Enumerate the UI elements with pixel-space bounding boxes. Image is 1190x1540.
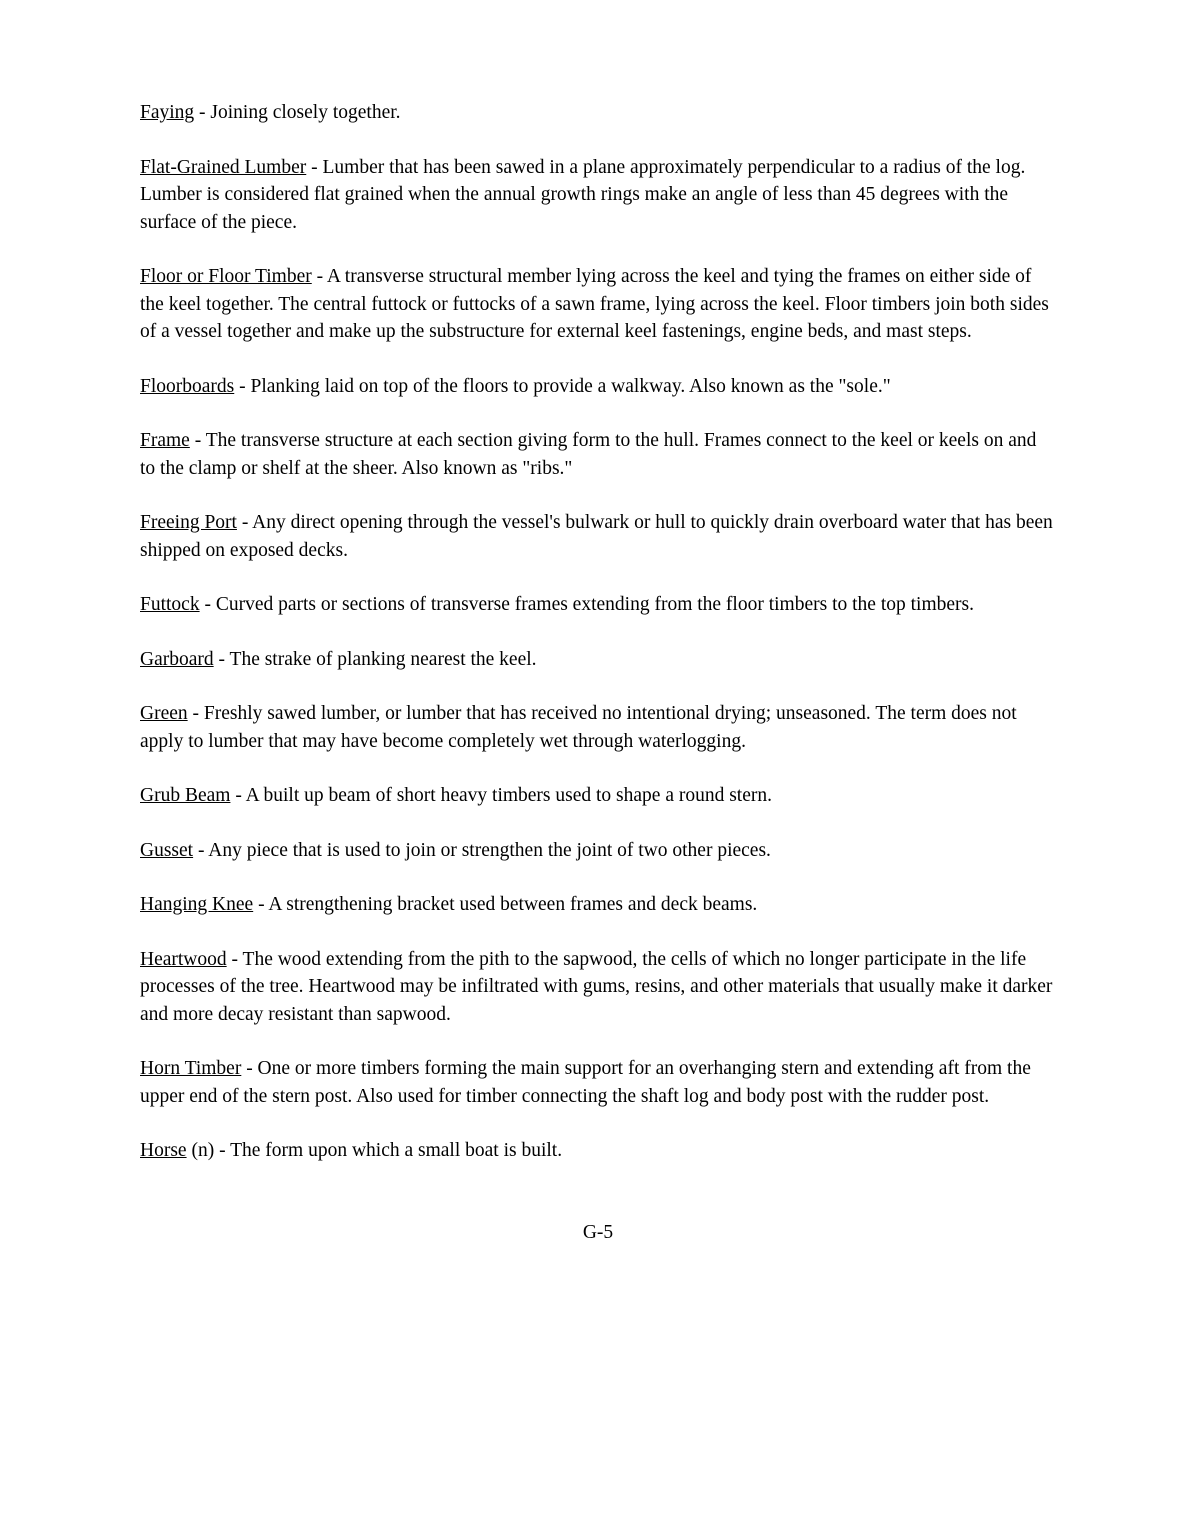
glossary-definition: - Lumber that has been sawed in a plane approximately perpendicular to a radius of the log. Lumber is considered flat grained when the annual growth rings make an angle of less than 45 degrees with the surface of the piece. bbox=[140, 156, 1026, 233]
glossary-term: Gusset bbox=[140, 839, 194, 861]
glossary-term: Floorboards bbox=[140, 375, 235, 397]
glossary-definition: - The transverse structure at each section giving form to the hull. Frames connect to the keel or keels on and to the clamp or shelf at the sheer. Also known as "ribs." bbox=[140, 430, 1037, 479]
glossary-definition: - The form upon which a small boat is built. bbox=[214, 1140, 563, 1161]
glossary-definition: - Planking laid on top of the floors to provide a walkway. Also known as the "sole." bbox=[234, 375, 891, 397]
glossary-definition: - A strengthening bracket used between frames and deck beams. bbox=[253, 894, 758, 915]
glossary-definition: - A transverse structural member lying across the keel and tying the frames on either side of the keel together. The central futtock or futtocks of a sawn frame, lying across the keel. Floor timbers join both sides of a vessel together and make up the substructure for external keel fastenings, engine beds, and mast steps. bbox=[140, 266, 1049, 342]
glossary-entry bbox=[140, 1137, 1056, 1165]
glossary-term: Freeing Port bbox=[140, 512, 237, 533]
glossary-definition: - Any direct opening through the vessel's bulwark or hull to quickly drain overboard water that has been shipped on exposed decks. bbox=[140, 512, 1053, 561]
glossary-entry bbox=[140, 837, 1056, 865]
glossary-entry bbox=[140, 1055, 1056, 1110]
glossary-term-suffix: (n) bbox=[186, 1140, 215, 1161]
glossary-entry bbox=[140, 946, 1056, 1029]
glossary-term: Floor or Floor Timber bbox=[140, 266, 312, 287]
glossary-entry bbox=[140, 154, 1056, 237]
glossary-definition: - The wood extending from the pith to the sapwood, the cells of which no longer participate in the life processes of the tree. Heartwood may be infiltrated with gums, resins, and other materials that usually make it darker and more decay resistant than sapwood. bbox=[140, 948, 1053, 1025]
glossary-entry bbox=[140, 373, 1056, 401]
glossary-definition: - Curved parts or sections of transverse frames extending from the floor timbers to the top timbers. bbox=[199, 594, 974, 615]
glossary-definition: - Freshly sawed lumber, or lumber that has received no intentional drying; unseasoned. The term does not apply to lumber that may have become completely wet through waterlogging. bbox=[140, 703, 1017, 752]
glossary-term: Grub Beam bbox=[140, 785, 231, 806]
page-number: G-5 bbox=[582, 1221, 614, 1243]
glossary-entries bbox=[140, 99, 1056, 1165]
glossary-term: Green bbox=[140, 703, 188, 724]
glossary-entry bbox=[140, 591, 1056, 619]
glossary-term: Garboard bbox=[140, 648, 214, 670]
glossary-entry bbox=[140, 263, 1056, 346]
glossary-term: Hanging Knee bbox=[140, 894, 254, 915]
glossary-term: Faying bbox=[140, 102, 195, 123]
glossary-entry bbox=[140, 509, 1056, 564]
glossary-entry bbox=[140, 782, 1056, 810]
glossary-definition: - A built up beam of short heavy timbers used to shape a round stern. bbox=[230, 785, 773, 806]
glossary-entry bbox=[140, 99, 1056, 127]
glossary-entry bbox=[140, 427, 1056, 482]
glossary-term: Futtock bbox=[140, 594, 200, 615]
glossary-definition: - Any piece that is used to join or strengthen the joint of two other pieces. bbox=[193, 839, 771, 861]
glossary-entry bbox=[140, 891, 1056, 919]
glossary-definition: - One or more timbers forming the main support for an overhanging stern and extending aft from the upper end of the stern post. Also used for timber connecting the shaft log and body post with the rudder post. bbox=[140, 1058, 1031, 1107]
glossary-term: Flat-Grained Lumber bbox=[140, 156, 307, 178]
glossary-definition: - The strake of planking nearest the keel. bbox=[213, 648, 537, 670]
glossary-term: Heartwood bbox=[140, 948, 227, 970]
glossary-definition: - Joining closely together. bbox=[194, 102, 401, 123]
glossary-entry bbox=[140, 646, 1056, 674]
glossary-entry bbox=[140, 700, 1056, 755]
glossary-term: Horn Timber bbox=[140, 1058, 242, 1079]
glossary-term: Horse bbox=[140, 1140, 187, 1161]
glossary-term: Frame bbox=[140, 430, 190, 451]
